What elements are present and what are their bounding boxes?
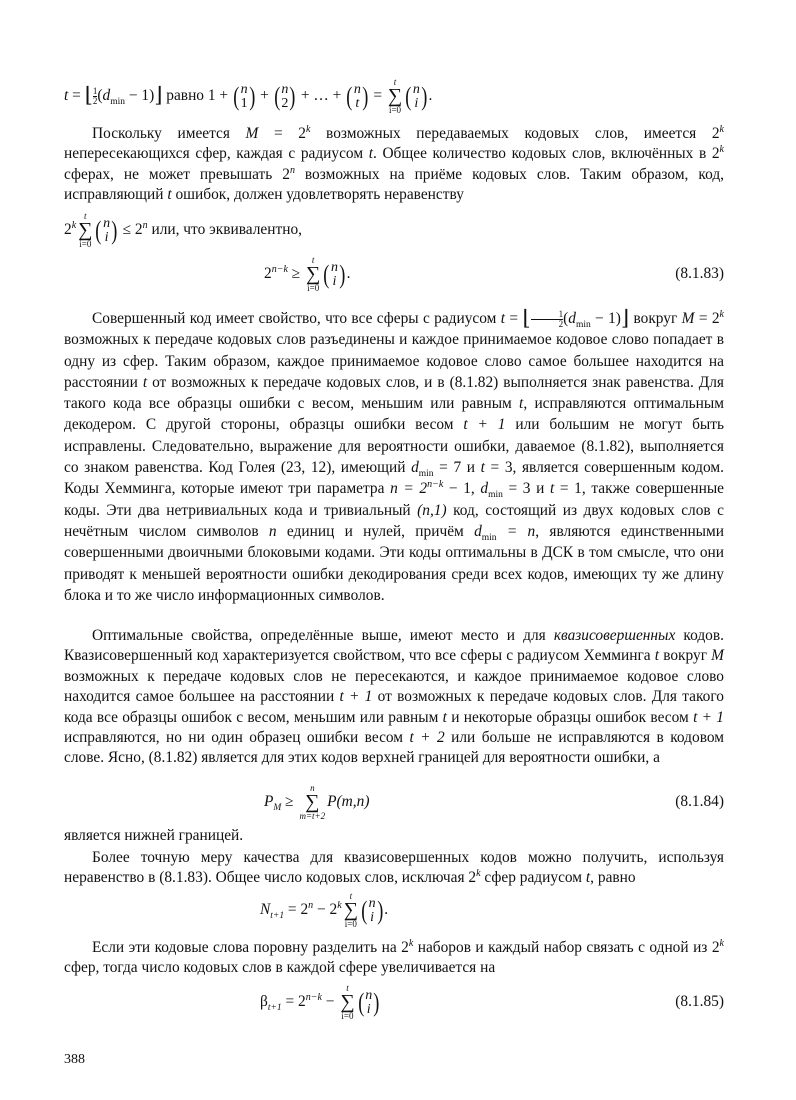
sum-operator: t ∑ i=0 (387, 77, 403, 115)
one-plus: 1 + (207, 87, 232, 105)
paragraph-quasi-perfect: Оптимальные свойства, определённые выше, имеют место и для квазисовершенных кодов. Квазисовершенный код характеризуется свойством, что все сферы с радиусом Хемминга t вокруг M возможных к передаче кодовых слов не пересекаются, и каждое принимаемое кодовое слово находится самое большее на расстоянии t + 1 от возможных к передаче кодовых слов. Для такого кода все образцы ошибок с весом, меньшим или равным t и некоторые образцы ошибок весом t + 1 исправляются, но ни один образец ошибки весом t + 2 или больше не исправляются в кодовом слове. Ясно, (8.1.82) является для этих кодов верхней границей для вероятности ошибки, а (64, 627, 724, 767)
equation-number: (8.1.83) (675, 265, 724, 282)
sum-operator: t ∑ i=0 (78, 211, 93, 249)
formula-line-top: t = ⌊ $\frac{1}{2}$ ($d_{min}$ − 1)⌋ равно 1 + ( n 1 ) + ( n 2 ) + … + ( n t ) = t ∑ i=0 ( n i ) . (64, 77, 433, 115)
paragraph-perfect-code: Совершенный код имеет свойство, что все сферы с радиусом t = ⌊ $\frac{1}{2}$ ($d_{min}$ − 1)⌋ вокруг $M = 2^k$ возможных к передаче кодовых слов разъединены и каждое принимаемое кодовое слово попадает в одну из сфер. Таким образом, каждое принимаемое кодовое слово самое большее находится на расстоянии t от возможных к передаче кодовых слов, и в (8.1.82) выполняется знак равенства. Для такого кода все образцы ошибки с весом, меньшим или равным t, исправляются оптимальным декодером. С другой стороны, образцы ошибки весом t + 1 или большим не могут быть исправлены. Следовательно, выражение для вероятности ошибки, даваемое (8.1.82), выполняется со знаком равенства. Код Голея (23, 12), имеющий $d_{min} = 7$ и t = 3, является совершенным кодом. Коды Хемминга, которые имеют три параметра $n = 2^{n-k} - 1$, $d_{min} = 3$ и t = 1, также совершенные коды. Эти два нетривиальных кода и тривиальный (n,1) код, состоящий из двух кодовых слов с нечётным числом символов n единиц и нулей, причём $d_{min} = n$, являются единственными совершенными двоичными блоковыми кодами. Эти коды оптимальны в ДСК в том смысле, что они приводят к меньшей вероятности ошибки декодирования среди всех кодов, имеющих ту же длину блока и то же число информационных символов. (64, 306, 724, 604)
floor-left: ⌊ (84, 83, 93, 108)
binom-n-1: ( n 1 ) (233, 81, 255, 111)
binom-n-i: ( n i ) (95, 215, 118, 245)
equation-n-t-plus-1: $N_{t+1} = 2^n - 2^k$ t ∑ i=0 ( n i ) . (260, 891, 389, 929)
sub-min: min (110, 97, 125, 108)
equation-8-1-84: $P_M$ ≥ n ∑ m=t+2 P(m,n) (8.1.84) (264, 783, 724, 821)
page-number: 388 (64, 1052, 85, 1067)
binom-n-i: ( n i ) (405, 81, 428, 111)
floor-right: ⌋ (154, 83, 163, 108)
word-ravno: равно (162, 87, 208, 105)
binom-n-2: ( n 2 ) (273, 81, 296, 111)
var-d: d (102, 87, 111, 105)
inequality-line: 2$^k$ t ∑ i=0 ( n i ) ≤ $2^n$ или, что эквивалентно, (64, 211, 302, 249)
paragraph-divide-codewords: Если эти кодовые слова поровну разделить на 2$^k$ наборов и каждый набор связать с одной из 2$^k$ сфер, тогда число кодовых слов в каждой сфере увеличивается на (64, 938, 724, 977)
paragraph-spheres-count: Поскольку имеется $M = 2^k$ возможных передаваемых кодовых слов, имеется 2$^k$ непересекающихся сфер, каждая с радиусом t. Общее количество кодовых слов, включённых в 2$^k$ сферах, не может превышать 2$^n$ возможных на приёме кодовых слов. Таким образом, код, исправляющий t ошибок, должен удовлетворять неравенству (64, 124, 724, 204)
var-t: t (64, 87, 69, 105)
equation-number: (8.1.85) (675, 993, 724, 1010)
equation-8-1-85: $\beta_{t+1} = 2^{n-k}$ − t ∑ i=0 ( n i ) (8.1.85) (260, 983, 724, 1021)
paragraph-better-measure: Более точную меру качества для квазисовершенных кодов можно получить, используя неравенство в (8.1.83). Общее число кодовых слов, исключая 2$^k$ сфер радиусом t, равно (64, 849, 724, 887)
minus-one: − 1 (125, 87, 150, 105)
paragraph-lower-bound: является нижней границей. (64, 827, 244, 844)
equals: = (68, 87, 85, 105)
equation-8-1-83: $2^{n-k}$ ≥ t ∑ i=0 ( n i ) . (8.1.83) (264, 255, 724, 293)
binom-n-t: ( n t ) (346, 81, 369, 111)
equation-number: (8.1.84) (675, 793, 724, 810)
fraction-half: $\frac{1}{2}$ (92, 86, 98, 106)
